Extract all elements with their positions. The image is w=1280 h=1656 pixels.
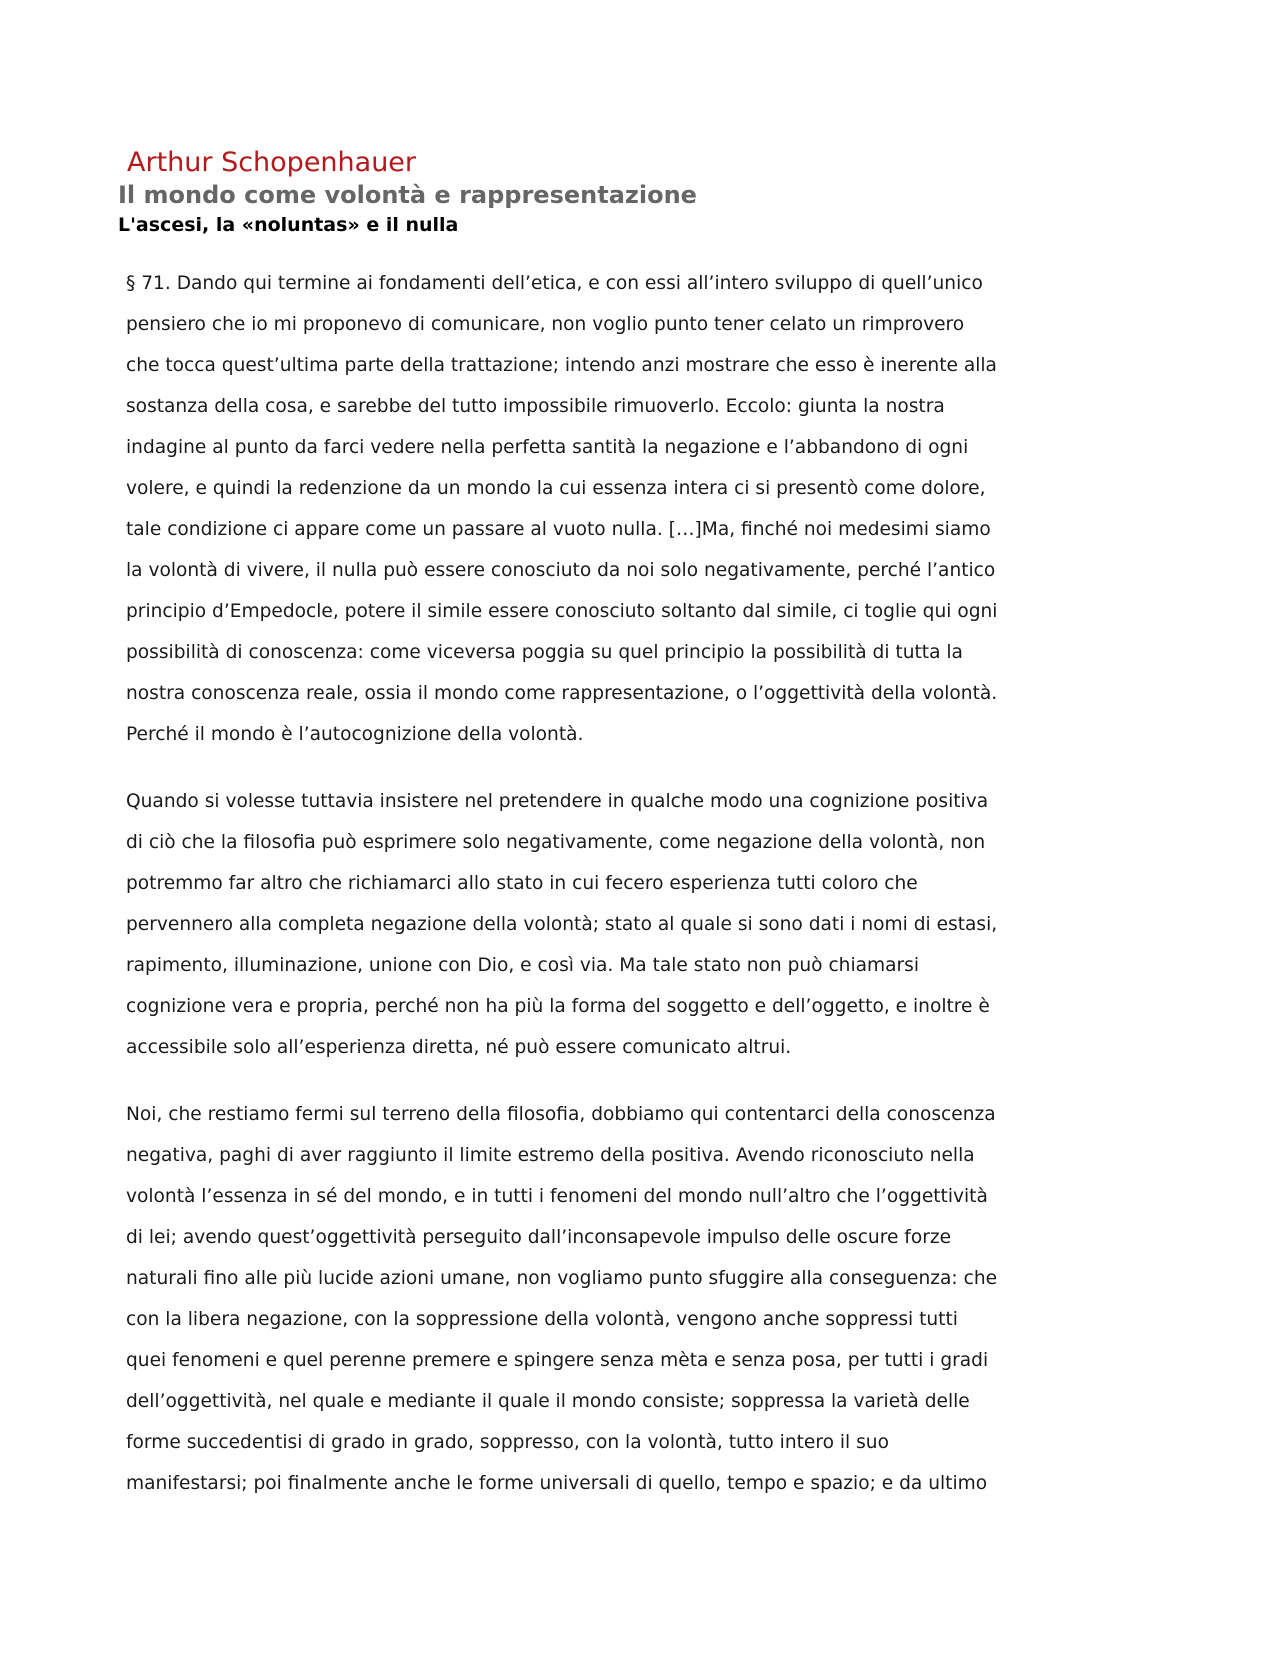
paragraph-line: dell’oggettività, nel quale e mediante il quale il mondo consiste; soppressa la varietà delle bbox=[126, 1391, 970, 1412]
paragraph-2 bbox=[126, 781, 1166, 1068]
paragraph-line: negativa, paghi di aver raggiunto il limite estremo della positiva. Avendo riconosciuto nella bbox=[126, 1145, 975, 1166]
paragraph-line: di ciò che la filosofia può esprimere solo negativamente, come negazione della volontà, non bbox=[126, 832, 986, 853]
paragraph-1 bbox=[126, 263, 1166, 755]
paragraph-line: forme succedentisi di grado in grado, soppresso, con la volontà, tutto intero il suo bbox=[126, 1432, 889, 1453]
paragraph-line: sostanza della cosa, e sarebbe del tutto impossibile rimuoverlo. Eccolo: giunta la nostra bbox=[126, 396, 945, 417]
paragraph-line: cognizione vera e propria, perché non ha più la forma del soggetto e dell’oggetto, e inoltre è bbox=[126, 996, 990, 1017]
paragraph-line: la volontà di vivere, il nulla può essere conosciuto da noi solo negativamente, perché l’antico bbox=[126, 560, 996, 581]
paragraph-line: rapimento, illuminazione, unione con Dio, e così via. Ma tale stato non può chiamarsi bbox=[126, 955, 920, 976]
paragraph-line: nostra conoscenza reale, ossia il mondo come rappresentazione, o l’oggettività della volontà. bbox=[126, 683, 998, 704]
paragraph-line: di lei; avendo quest’oggettività perseguito dall’inconsapevole impulso delle oscure forze bbox=[126, 1227, 952, 1248]
paragraph-line: naturali fino alle più lucide azioni umane, non vogliamo punto sfuggire alla conseguenza: che bbox=[126, 1268, 998, 1289]
paragraph-line: pensiero che io mi proponevo di comunicare, non voglio punto tener celato un rimprovero bbox=[126, 314, 965, 335]
paragraph-line: con la libera negazione, con la soppressione della volontà, vengono anche soppressi tutti bbox=[126, 1309, 958, 1330]
paragraph-line: quei fenomeni e quel perenne premere e spingere senza mèta e senza posa, per tutti i gradi bbox=[126, 1350, 989, 1371]
section-subtitle: L'ascesi, la «noluntas» e il nulla bbox=[118, 214, 459, 236]
paragraph-line: indagine al punto da farci vedere nella perfetta santità la negazione e l’abbandono di ogni bbox=[126, 437, 969, 458]
paragraph-line: Quando si volesse tuttavia insistere nel pretendere in qualche modo una cognizione positiva bbox=[126, 791, 989, 812]
work-title: Il mondo come volontà e rappresentazione bbox=[118, 181, 697, 209]
paragraph-line: che tocca quest’ultima parte della trattazione; intendo anzi mostrare che esso è inerente alla bbox=[126, 355, 997, 376]
paragraph-line: potremmo far altro che richiamarci allo stato in cui fecero esperienza tutti coloro che bbox=[126, 873, 918, 894]
paragraph-line: tale condizione ci appare come un passare al vuoto nulla. […]Ma, finché noi medesimi siamo bbox=[126, 519, 991, 540]
paragraph-line: manifestarsi; poi finalmente anche le forme universali di quello, tempo e spazio; e da ultimo bbox=[126, 1473, 988, 1494]
author-name: Arthur Schopenhauer bbox=[127, 147, 417, 178]
paragraph-line: § 71. Dando qui termine ai fondamenti dell’etica, e con essi all’intero sviluppo di quell’unico bbox=[126, 273, 983, 294]
paragraph-line: principio d’Empedocle, potere il simile essere conosciuto soltanto dal simile, ci toglie qui ogni bbox=[126, 601, 998, 622]
paragraph-line: accessibile solo all’esperienza diretta, né può essere comunicato altrui. bbox=[126, 1037, 792, 1058]
paragraph-line: possibilità di conoscenza: come viceversa poggia su quel principio la possibilità di tutta la bbox=[126, 642, 963, 663]
paragraph-line: Perché il mondo è l’autocognizione della volontà. bbox=[126, 724, 584, 745]
paragraph-line: volere, e quindi la redenzione da un mondo la cui essenza intera ci si presentò come dolore, bbox=[126, 478, 986, 499]
body-text bbox=[126, 263, 1166, 1504]
paragraph-3 bbox=[126, 1094, 1166, 1504]
paragraph-line: Noi, che restiamo fermi sul terreno della filosofia, dobbiamo qui contentarci della conoscenza bbox=[126, 1104, 996, 1125]
paragraph-line: pervennero alla completa negazione della volontà; stato al quale si sono dati i nomi di estasi, bbox=[126, 914, 998, 935]
paragraph-line: volontà l’essenza in sé del mondo, e in tutti i fenomeni del mondo null’altro che l’oggettività bbox=[126, 1186, 988, 1207]
